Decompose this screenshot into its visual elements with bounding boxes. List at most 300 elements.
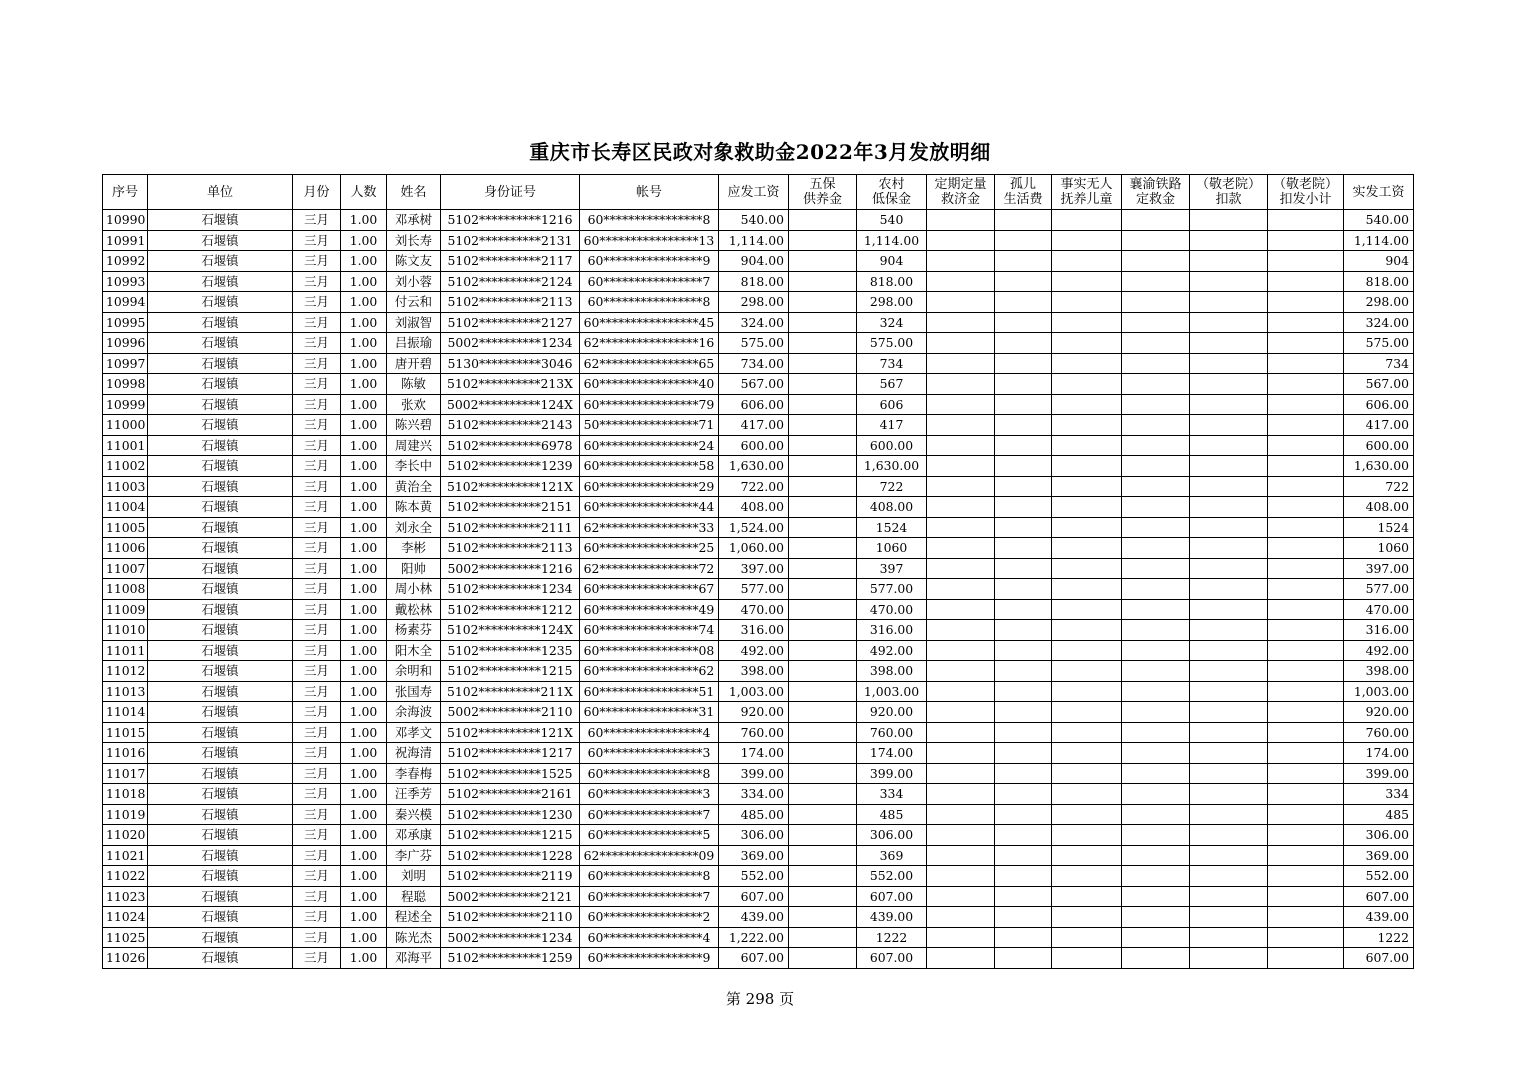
table-cell xyxy=(1190,394,1268,415)
table-cell xyxy=(1052,230,1122,251)
table-cell xyxy=(1052,743,1122,764)
table-cell: 石堰镇 xyxy=(148,476,293,497)
table-cell xyxy=(927,558,995,579)
table-cell xyxy=(1190,476,1268,497)
table-cell xyxy=(927,517,995,538)
table-cell xyxy=(927,292,995,313)
table-cell: 黄治全 xyxy=(387,476,441,497)
table-cell xyxy=(1190,599,1268,620)
table-cell: 606.00 xyxy=(1344,394,1414,415)
table-cell: 石堰镇 xyxy=(148,907,293,928)
table-cell xyxy=(927,866,995,887)
table-cell: 5002**********1234 xyxy=(441,927,580,948)
table-cell: 付云和 xyxy=(387,292,441,313)
table-cell xyxy=(1268,558,1344,579)
table-cell: 1.00 xyxy=(341,948,387,969)
table-cell: 石堰镇 xyxy=(148,825,293,846)
table-cell: 1.00 xyxy=(341,927,387,948)
table-cell xyxy=(789,579,857,600)
table-cell xyxy=(1268,907,1344,928)
table-cell: 5102**********1525 xyxy=(441,763,580,784)
table-cell xyxy=(789,394,857,415)
table-cell: 石堰镇 xyxy=(148,763,293,784)
table-cell xyxy=(1052,804,1122,825)
table-cell: 399.00 xyxy=(719,763,789,784)
table-cell xyxy=(927,784,995,805)
table-cell: 阳木全 xyxy=(387,640,441,661)
table-cell xyxy=(1122,517,1190,538)
table-cell xyxy=(1052,825,1122,846)
table-cell xyxy=(1268,456,1344,477)
table-cell: 5102**********1239 xyxy=(441,456,580,477)
table-cell xyxy=(1190,784,1268,805)
table-cell xyxy=(927,374,995,395)
table-cell xyxy=(1052,312,1122,333)
table-cell: 1.00 xyxy=(341,292,387,313)
table-cell: 1,003.00 xyxy=(857,681,927,702)
table-cell: 三月 xyxy=(293,312,341,333)
table-cell: 石堰镇 xyxy=(148,230,293,251)
table-cell: 408.00 xyxy=(719,497,789,518)
table-cell: 石堰镇 xyxy=(148,948,293,969)
table-cell: 398.00 xyxy=(857,661,927,682)
page-number: 第 298 页 xyxy=(725,990,795,1008)
column-header: 定期定量 救济金 xyxy=(927,175,995,210)
table-row xyxy=(103,210,1414,231)
column-header: 事实无人 抚养儿童 xyxy=(1052,175,1122,210)
table-cell: 397.00 xyxy=(1344,558,1414,579)
table-cell xyxy=(1268,374,1344,395)
table-cell: 1.00 xyxy=(341,886,387,907)
table-cell: 1.00 xyxy=(341,702,387,723)
table-cell: 60****************7 xyxy=(580,271,719,292)
table-cell xyxy=(1190,435,1268,456)
table-cell xyxy=(1268,210,1344,231)
table-cell: 1,114.00 xyxy=(857,230,927,251)
table-row xyxy=(103,415,1414,436)
table-cell xyxy=(789,292,857,313)
table-cell: 三月 xyxy=(293,804,341,825)
table-cell: 398.00 xyxy=(1344,661,1414,682)
table-cell xyxy=(927,312,995,333)
table-cell: 60****************9 xyxy=(580,948,719,969)
table-cell xyxy=(927,415,995,436)
table-cell xyxy=(1268,784,1344,805)
table-cell: 石堰镇 xyxy=(148,415,293,436)
table-cell: 298.00 xyxy=(857,292,927,313)
table-cell xyxy=(1190,456,1268,477)
table-cell xyxy=(789,907,857,928)
table-cell: 10990 xyxy=(103,210,148,231)
table-cell: 石堰镇 xyxy=(148,804,293,825)
table-cell: 1060 xyxy=(1344,538,1414,559)
table-cell xyxy=(1268,353,1344,374)
table-cell: 戴松林 xyxy=(387,599,441,620)
table-cell: 陈本黄 xyxy=(387,497,441,518)
table-cell: 11004 xyxy=(103,497,148,518)
table-cell: 11012 xyxy=(103,661,148,682)
table-cell xyxy=(789,661,857,682)
column-header: 应发工资 xyxy=(719,175,789,210)
table-cell xyxy=(995,579,1052,600)
table-cell: 734 xyxy=(1344,353,1414,374)
table-cell xyxy=(1052,845,1122,866)
table-cell: 607.00 xyxy=(1344,948,1414,969)
table-cell xyxy=(995,251,1052,272)
table-cell: 11000 xyxy=(103,415,148,436)
table-cell: 1.00 xyxy=(341,415,387,436)
table-cell: 60****************67 xyxy=(580,579,719,600)
table-cell: 470.00 xyxy=(1344,599,1414,620)
table-cell: 三月 xyxy=(293,722,341,743)
table-cell: 刘永全 xyxy=(387,517,441,538)
table-cell xyxy=(1268,599,1344,620)
table-cell: 60****************74 xyxy=(580,620,719,641)
table-cell: 三月 xyxy=(293,927,341,948)
table-cell: 三月 xyxy=(293,333,341,354)
table-cell xyxy=(1268,886,1344,907)
table-cell: 60****************40 xyxy=(580,374,719,395)
table-cell xyxy=(1052,702,1122,723)
table-cell: 397 xyxy=(857,558,927,579)
table-cell: 李长中 xyxy=(387,456,441,477)
table-cell: 577.00 xyxy=(1344,579,1414,600)
relief-fund-table xyxy=(102,174,1414,969)
table-cell: 60****************13 xyxy=(580,230,719,251)
table-cell: 607.00 xyxy=(857,886,927,907)
table-cell: 1.00 xyxy=(341,251,387,272)
table-cell: 程聪 xyxy=(387,886,441,907)
table-cell xyxy=(927,845,995,866)
table-cell: 1.00 xyxy=(341,763,387,784)
table-cell: 石堰镇 xyxy=(148,251,293,272)
table-cell: 5002**********124X xyxy=(441,394,580,415)
table-row xyxy=(103,435,1414,456)
table-cell xyxy=(1052,763,1122,784)
table-cell: 439.00 xyxy=(857,907,927,928)
table-cell: 刘淑智 xyxy=(387,312,441,333)
table-cell xyxy=(1052,435,1122,456)
table-cell xyxy=(1122,456,1190,477)
table-cell xyxy=(1122,866,1190,887)
table-cell: 470.00 xyxy=(857,599,927,620)
table-cell: 722 xyxy=(857,476,927,497)
table-row xyxy=(103,538,1414,559)
table-cell: 11007 xyxy=(103,558,148,579)
table-cell xyxy=(789,927,857,948)
table-row xyxy=(103,394,1414,415)
table-cell: 722 xyxy=(1344,476,1414,497)
column-header: 帐号 xyxy=(580,175,719,210)
table-cell xyxy=(995,599,1052,620)
table-cell: 552.00 xyxy=(857,866,927,887)
table-cell: 5102**********121X xyxy=(441,722,580,743)
table-cell: 174.00 xyxy=(719,743,789,764)
table-cell xyxy=(1052,538,1122,559)
table-cell xyxy=(927,927,995,948)
table-cell: 417.00 xyxy=(719,415,789,436)
table-cell xyxy=(1052,374,1122,395)
table-cell: 1,630.00 xyxy=(857,456,927,477)
table-cell: 石堰镇 xyxy=(148,353,293,374)
table-cell: 1.00 xyxy=(341,558,387,579)
table-cell: 1524 xyxy=(857,517,927,538)
table-cell xyxy=(927,456,995,477)
table-row xyxy=(103,845,1414,866)
table-cell xyxy=(995,435,1052,456)
table-cell xyxy=(1268,312,1344,333)
table-cell: 334 xyxy=(857,784,927,805)
table-row xyxy=(103,763,1414,784)
table-cell xyxy=(927,620,995,641)
table-cell: 734 xyxy=(857,353,927,374)
column-header: 身份证号 xyxy=(441,175,580,210)
table-cell: 920.00 xyxy=(1344,702,1414,723)
table-cell xyxy=(927,435,995,456)
table-cell: 1.00 xyxy=(341,312,387,333)
table-cell xyxy=(789,497,857,518)
table-cell xyxy=(1122,415,1190,436)
table-cell: 722.00 xyxy=(719,476,789,497)
table-cell xyxy=(1190,948,1268,969)
table-cell: 石堰镇 xyxy=(148,497,293,518)
table-cell: 三月 xyxy=(293,230,341,251)
table-cell xyxy=(1122,312,1190,333)
table-cell xyxy=(789,784,857,805)
table-cell: 62****************65 xyxy=(580,353,719,374)
table-cell xyxy=(1052,251,1122,272)
table-cell xyxy=(927,702,995,723)
column-header: 人数 xyxy=(341,175,387,210)
table-cell: 石堰镇 xyxy=(148,456,293,477)
table-cell xyxy=(789,743,857,764)
table-row xyxy=(103,456,1414,477)
table-cell: 三月 xyxy=(293,784,341,805)
table-cell: 1.00 xyxy=(341,866,387,887)
table-cell xyxy=(1268,640,1344,661)
table-cell xyxy=(1122,579,1190,600)
table-cell xyxy=(789,702,857,723)
table-cell: 1.00 xyxy=(341,599,387,620)
table-row xyxy=(103,374,1414,395)
table-cell: 60****************51 xyxy=(580,681,719,702)
table-row xyxy=(103,825,1414,846)
table-row xyxy=(103,640,1414,661)
table-cell: 398.00 xyxy=(719,661,789,682)
table-cell xyxy=(1122,702,1190,723)
table-cell: 三月 xyxy=(293,415,341,436)
table-row xyxy=(103,251,1414,272)
table-cell: 1.00 xyxy=(341,333,387,354)
table-cell: 760.00 xyxy=(857,722,927,743)
table-cell xyxy=(1268,538,1344,559)
table-cell: 11017 xyxy=(103,763,148,784)
table-cell: 11009 xyxy=(103,599,148,620)
table-cell: 60****************8 xyxy=(580,866,719,887)
table-cell: 5102**********2113 xyxy=(441,292,580,313)
table-cell xyxy=(1122,886,1190,907)
column-header: 序号 xyxy=(103,175,148,210)
table-cell xyxy=(927,210,995,231)
table-cell: 5102**********2110 xyxy=(441,907,580,928)
table-row xyxy=(103,230,1414,251)
table-cell: 5002**********2121 xyxy=(441,886,580,907)
table-cell xyxy=(1190,702,1268,723)
table-cell xyxy=(789,456,857,477)
column-header: 单位 xyxy=(148,175,293,210)
table-cell xyxy=(1122,333,1190,354)
table-cell xyxy=(927,948,995,969)
table-cell xyxy=(1122,476,1190,497)
table-cell: 60****************08 xyxy=(580,640,719,661)
table-cell xyxy=(1122,210,1190,231)
table-cell: 492.00 xyxy=(857,640,927,661)
table-cell: 11021 xyxy=(103,845,148,866)
table-cell: 11024 xyxy=(103,907,148,928)
table-cell: 60****************49 xyxy=(580,599,719,620)
table-cell xyxy=(1268,722,1344,743)
table-cell: 11025 xyxy=(103,927,148,948)
table-cell: 三月 xyxy=(293,497,341,518)
table-cell xyxy=(995,456,1052,477)
table-cell: 陈兴碧 xyxy=(387,415,441,436)
table-cell: 1,222.00 xyxy=(719,927,789,948)
table-cell xyxy=(927,251,995,272)
table-cell: 417 xyxy=(857,415,927,436)
table-cell: 石堰镇 xyxy=(148,866,293,887)
table-cell: 陈文友 xyxy=(387,251,441,272)
table-cell: 三月 xyxy=(293,763,341,784)
table-row xyxy=(103,599,1414,620)
table-cell xyxy=(1190,353,1268,374)
table-cell xyxy=(1122,722,1190,743)
table-cell xyxy=(1052,620,1122,641)
table-cell: 1.00 xyxy=(341,620,387,641)
table-cell xyxy=(1122,394,1190,415)
table-cell: 50****************71 xyxy=(580,415,719,436)
table-cell: 324 xyxy=(857,312,927,333)
table-cell: 1.00 xyxy=(341,681,387,702)
table-cell xyxy=(995,497,1052,518)
table-cell: 石堰镇 xyxy=(148,661,293,682)
table-cell: 818.00 xyxy=(719,271,789,292)
table-cell: 石堰镇 xyxy=(148,374,293,395)
table-cell: 邓承康 xyxy=(387,825,441,846)
table-cell: 三月 xyxy=(293,538,341,559)
table-row xyxy=(103,517,1414,538)
table-cell: 三月 xyxy=(293,866,341,887)
table-cell: 5102**********1259 xyxy=(441,948,580,969)
table-cell: 石堰镇 xyxy=(148,538,293,559)
table-cell: 5102**********121X xyxy=(441,476,580,497)
table-cell: 600.00 xyxy=(719,435,789,456)
table-cell: 62****************16 xyxy=(580,333,719,354)
table-cell: 306.00 xyxy=(719,825,789,846)
table-cell xyxy=(995,230,1052,251)
table-cell: 三月 xyxy=(293,886,341,907)
table-cell: 李春梅 xyxy=(387,763,441,784)
table-cell xyxy=(789,353,857,374)
table-cell: 920.00 xyxy=(857,702,927,723)
table-cell xyxy=(995,907,1052,928)
table-cell xyxy=(995,681,1052,702)
table-cell: 石堰镇 xyxy=(148,784,293,805)
table-cell xyxy=(789,271,857,292)
table-cell xyxy=(1122,825,1190,846)
table-cell: 5102**********2119 xyxy=(441,866,580,887)
table-cell xyxy=(1190,517,1268,538)
table-cell xyxy=(1052,394,1122,415)
table-cell: 60****************24 xyxy=(580,435,719,456)
table-cell: 298.00 xyxy=(719,292,789,313)
table-cell: 607.00 xyxy=(857,948,927,969)
table-cell xyxy=(1190,292,1268,313)
table-cell xyxy=(927,476,995,497)
table-cell: 324.00 xyxy=(1344,312,1414,333)
table-cell: 1.00 xyxy=(341,517,387,538)
table-cell xyxy=(927,825,995,846)
table-cell: 904 xyxy=(857,251,927,272)
table-cell xyxy=(1190,927,1268,948)
table-cell xyxy=(1268,866,1344,887)
table-cell: 60****************62 xyxy=(580,661,719,682)
table-row xyxy=(103,620,1414,641)
table-cell: 60****************3 xyxy=(580,784,719,805)
table-cell: 5102**********2117 xyxy=(441,251,580,272)
table-cell: 三月 xyxy=(293,620,341,641)
table-cell: 760.00 xyxy=(1344,722,1414,743)
table-cell: 石堰镇 xyxy=(148,845,293,866)
table-cell: 5102**********1215 xyxy=(441,825,580,846)
table-cell xyxy=(1122,353,1190,374)
table-cell xyxy=(995,292,1052,313)
table-cell: 1.00 xyxy=(341,374,387,395)
table-cell xyxy=(1190,210,1268,231)
table-cell xyxy=(1190,907,1268,928)
table-cell xyxy=(1122,743,1190,764)
table-row xyxy=(103,784,1414,805)
table-cell xyxy=(995,948,1052,969)
table-cell: 石堰镇 xyxy=(148,702,293,723)
table-cell xyxy=(789,251,857,272)
table-cell: 575.00 xyxy=(857,333,927,354)
table-cell xyxy=(1052,681,1122,702)
table-cell: 5102**********6978 xyxy=(441,435,580,456)
table-cell: 10992 xyxy=(103,251,148,272)
table-cell: 三月 xyxy=(293,210,341,231)
table-cell xyxy=(1190,866,1268,887)
table-cell: 石堰镇 xyxy=(148,927,293,948)
table-cell: 石堰镇 xyxy=(148,312,293,333)
table-cell xyxy=(789,476,857,497)
table-cell: 316.00 xyxy=(857,620,927,641)
table-cell xyxy=(927,804,995,825)
table-cell: 1,003.00 xyxy=(1344,681,1414,702)
table-cell: 三月 xyxy=(293,599,341,620)
table-cell: 399.00 xyxy=(1344,763,1414,784)
table-cell xyxy=(995,333,1052,354)
table-cell xyxy=(1190,620,1268,641)
table-cell: 606.00 xyxy=(719,394,789,415)
table-cell: 60****************31 xyxy=(580,702,719,723)
table-cell xyxy=(995,640,1052,661)
table-cell: 邓孝文 xyxy=(387,722,441,743)
table-cell: 1.00 xyxy=(341,538,387,559)
table-cell: 11014 xyxy=(103,702,148,723)
table-cell: 62****************72 xyxy=(580,558,719,579)
table-cell: 三月 xyxy=(293,251,341,272)
table-cell xyxy=(1268,415,1344,436)
